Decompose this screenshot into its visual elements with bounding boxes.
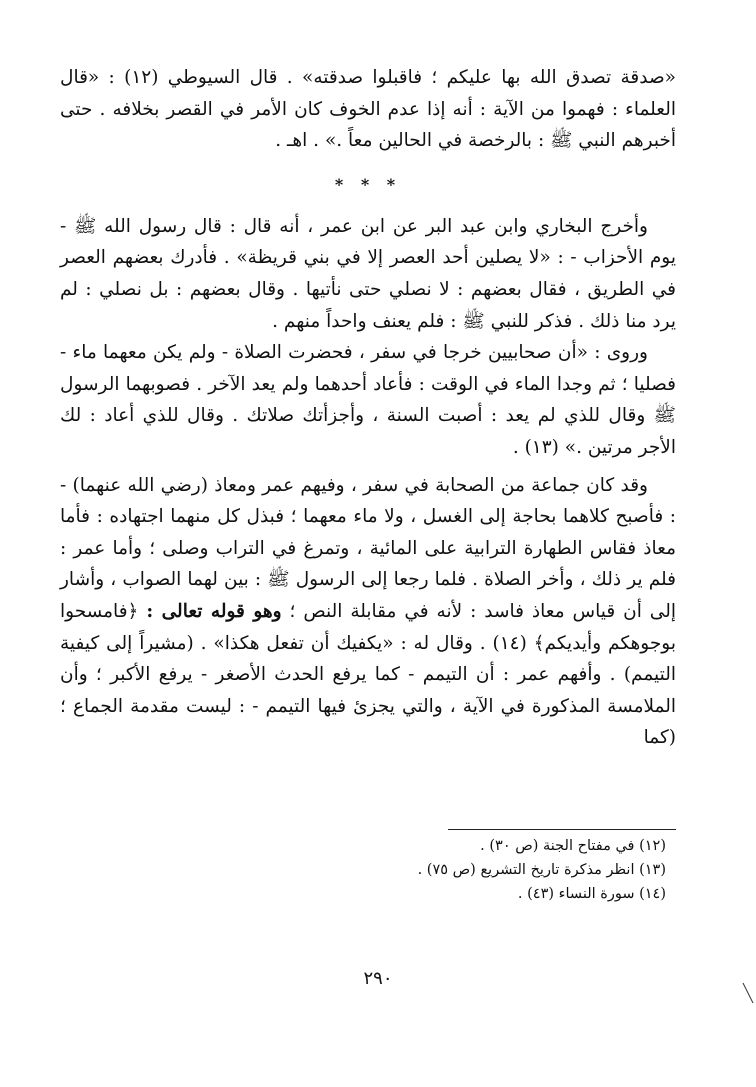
text-line: فهموا من الآية : أنه إذا عدم الخوف كان الأمر في القصر بخلافه . حتى أخبرهم [60, 98, 676, 152]
text-line: بوجوهكم وأيديكم﴾ (١٤) . وقال له : «يكفيك أن تفعل هكذا» . (مشيراً إلى كيفية [60, 632, 676, 654]
quran-quote-start: ﴿فامسحوا [60, 600, 139, 622]
footnote-12: (١٢) في مفتاح الجنة (ص ٣٠) . [480, 838, 666, 854]
text-line: وروى : «أن صحابيين خرجا في سفر ، فحضرت الصلاة - ولم يكن معهما ماء [72, 342, 648, 364]
section-separator: * * * [334, 174, 402, 194]
text-line: «صدقة تصدق الله بها عليكم ؛ فاقبلوا صدقته» . قال السيوطي (١٢) : «قال العلماء : [60, 67, 677, 120]
text-line: ير ذلك ، وأخر الصلاة . فلما رجعا إلى الرسول ﷺ : بين لهما الصواب ، وأشار [60, 569, 643, 591]
footnote-14: (١٤) سورة النساء (٤٣) . [517, 886, 666, 902]
text-line: التيمم) . وأفهم عمر : أن التيمم - كما يرفع الحدث الأصغر - يرفع الأكبر ؛ وأن [60, 664, 676, 686]
text-line: يوم الأحزاب - : «لا يصلين أحد العصر إلا في بني قريظة» . فأدرك بعضهم العصر [60, 247, 676, 269]
text-line: النبي ﷺ : بالرخصة في الحالين معاً .» . اهـ . [275, 130, 616, 152]
margin-stroke-mark [742, 982, 754, 1004]
text-line: الأجر مرتين .» (١٣) . [512, 436, 676, 458]
main-text [60, 62, 676, 754]
text-line: وقد كان جماعة من الصحابة في سفر ، وفيهم عمر ومعاذ (رضي الله عنهما) - : [60, 474, 676, 528]
text-line: الملامسة المذكورة في الآية ، والتي يجزئ فيها التيمم - : ليست مقدمة الجماع ؛ (كما [60, 695, 676, 749]
text-line: ﷺ وقال للذي لم يعد : أصبت السنة ، وأجزأتك صلاتك . وقال للذي أعاد : لك [60, 405, 676, 427]
intro-paragraph [60, 62, 676, 157]
text-line: وأخرج البخاري وابن عبد البر عن ابن عمر ، أنه قال : قال رسول الله ﷺ - [60, 215, 648, 237]
footnotes [200, 834, 676, 906]
paragraph-1 [60, 211, 676, 337]
text-line: منا ذلك . فذكر للنبي ﷺ : فلم يعنف واحداً منهم . [272, 310, 647, 332]
paragraph-2 [60, 337, 676, 463]
page-number: ٢٩٠ [363, 968, 393, 989]
text-line: فأصبح كلاهما بحاجة إلى الغسل ، ولا ماء معهما ؛ فبذل كل منهما اجتهاده : فأما [60, 506, 664, 528]
quran-intro: وهو قوله تعالى : [146, 600, 282, 622]
text-line: إلى أن قياس معاذ فاسد : لأنه في مقابلة النص ؛ [289, 600, 676, 622]
text-line: - فصليا ؛ ثم وجدا الماء في الوقت : فأعاد أحدهما ولم يعد الآخر . فصوبهما الرسول [60, 342, 676, 395]
text-line: معاذ فقاس الطهارة الترابية على المائية ، وتمرغ في التراب وصلى ؛ وأما عمر : فلم [60, 537, 676, 591]
footnote-rule [448, 829, 676, 830]
footnote-13: (١٣) انظر مذكرة تاريخ التشريع (ص ٧٥) . [417, 862, 666, 878]
text-line: في الطريق ، فقال بعضهم : لا نصلي حتى نأتيها . وقال بعضهم : بل نصلي : لم يرد [60, 278, 676, 332]
paragraph-3 [60, 470, 676, 754]
